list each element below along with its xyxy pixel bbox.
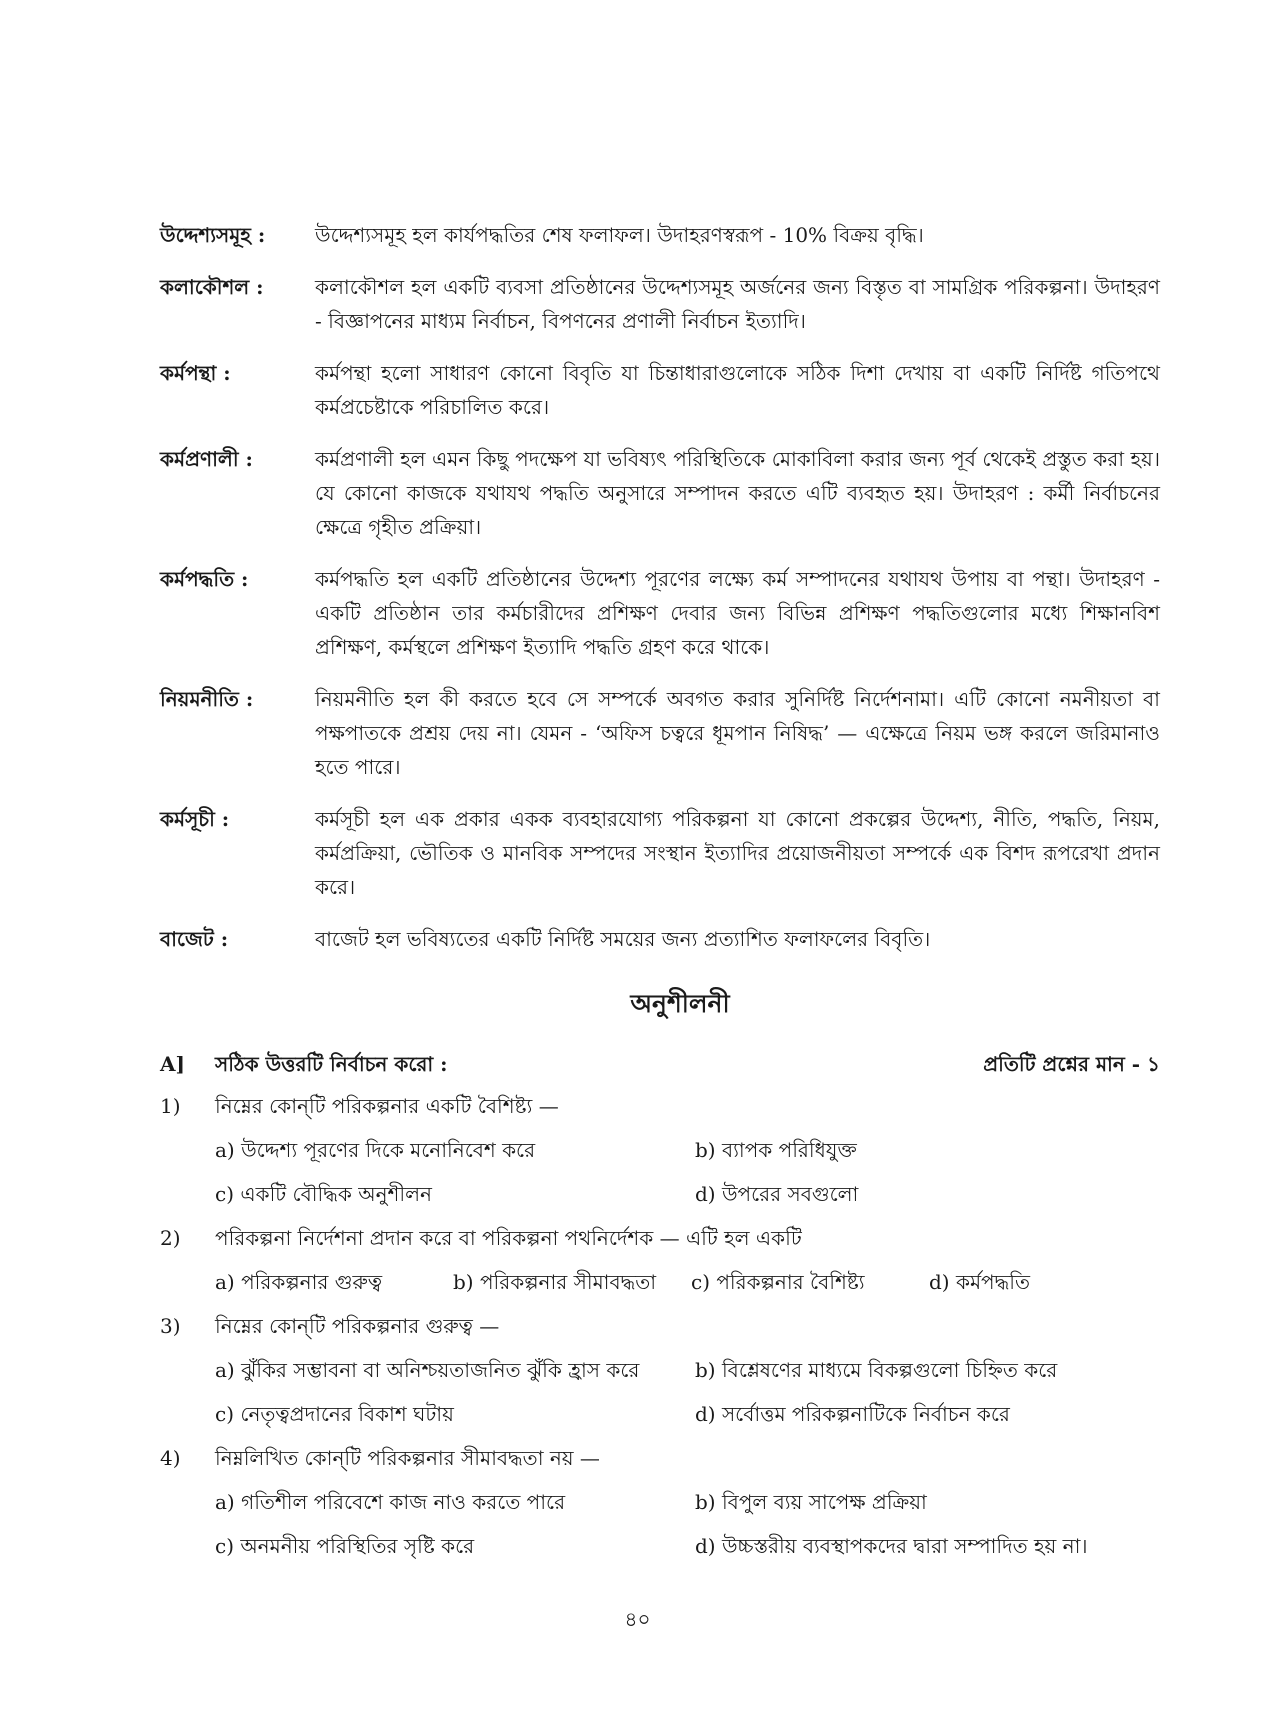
option-a: a) ঝুঁকির সম্ভাবনা বা অনিশ্চয়তাজনিত ঝুঁকি হ্রাস করে <box>215 1358 640 1382</box>
question-number: 3) <box>160 1314 181 1338</box>
option-a: a) উদ্দেশ্য পূরণের দিকে মনোনিবেশ করে <box>215 1138 536 1162</box>
option-b: b) বিশ্লেষণের মাধ্যমে বিকল্পগুলো চিহ্নিত করে <box>695 1358 1058 1382</box>
definition-item <box>160 682 1160 784</box>
definition-term: বাজেট : <box>160 927 229 951</box>
option-a: a) গতিশীল পরিবেশে কাজ নাও করতে পারে <box>215 1490 566 1514</box>
definition-item <box>160 218 1160 252</box>
definition-text: বাজেট হল ভবিষ্যতের একটি নির্দিষ্ট সময়ের জন্য প্রত্যাশিত ফলাফলের বিবৃতি। <box>315 927 931 951</box>
definition-item <box>160 922 1160 956</box>
definition-item <box>160 356 1160 424</box>
definition-text: কলাকৌশল হল একটি ব্যবসা প্রতিষ্ঠানের উদ্দেশ্যসমূহ অর্জনের জন্য বিস্তৃত বা সামগ্রিক পরিকল্পনা। উদাহরণ - বিজ্ঞাপনের মাধ্যম নির্বাচন, বিপণনের প্রণালী নির্বাচন ইত্যাদি। <box>315 275 1160 333</box>
definition-item <box>160 442 1160 544</box>
options-group <box>160 1133 1160 1211</box>
section-instruction: সঠিক উত্তরটি নির্বাচন করো : <box>215 1052 448 1076</box>
definitions-list <box>160 218 1160 956</box>
question-number: 1) <box>160 1094 181 1118</box>
definition-item <box>160 270 1160 338</box>
option-c: c) একটি বৌদ্ধিক অনুশীলন <box>215 1182 432 1206</box>
definition-term: কর্মপদ্ধতি : <box>160 567 249 591</box>
definition-text: উদ্দেশ্যসমূহ হল কার্যপদ্ধতির শেষ ফলাফল। উদাহরণস্বরূপ - 10% বিক্রয় বৃদ্ধি। <box>315 223 924 247</box>
question-item <box>160 1089 1160 1211</box>
definition-text: কর্মপন্থা হলো সাধারণ কোনো বিবৃতি যা চিন্তাধারাগুলোকে সঠিক দিশা দেখায় বা একটি নির্দিষ্ট গতিপথে কর্মপ্রচেষ্টাকে পরিচালিত করে। <box>315 361 1160 419</box>
option-a: a) পরিকল্পনার গুরুত্ব <box>215 1270 383 1294</box>
option-d: d) সর্বোত্তম পরিকল্পনাটিকে নির্বাচন করে <box>695 1402 1010 1426</box>
option-c: c) নেতৃত্বপ্রদানের বিকাশ ঘটায় <box>215 1402 454 1426</box>
section-number: A] <box>160 1052 185 1076</box>
options-group <box>160 1265 1160 1299</box>
options-group <box>160 1353 1160 1431</box>
definition-text: কর্মপ্রণালী হল এমন কিছু পদক্ষেপ যা ভবিষ্যৎ পরিস্থিতিকে মোকাবিলা করার জন্য পূর্ব থেকেই প্রস্তুত করা হয়। যে কোনো কাজকে যথাযথ পদ্ধতি অনুসারে সম্পাদন করতে এটি ব্যবহৃত হয়। উদাহরণ : কর্মী নির্বাচনের ক্ষেত্রে গৃহীত প্রক্রিয়া। <box>315 447 1160 539</box>
page-number: ৪০ <box>624 1607 651 1631</box>
exercise-title: অনুশীলনী <box>630 989 730 1018</box>
definition-term: কলাকৌশল : <box>160 275 264 299</box>
definition-term: কর্মপন্থা : <box>160 361 231 385</box>
definition-text: কর্মসূচী হল এক প্রকার একক ব্যবহারযোগ্য পরিকল্পনা যা কোনো প্রকল্পের উদ্দেশ্য, নীতি, পদ্ধতি, নিয়ম, কর্মপ্রক্রিয়া, ভৌতিক ও মানবিক সম্পদের সংস্থান ইত্যাদির প্রয়োজনীয়তা সম্পর্কে এক বিশদ রূপরেখা প্রদান করে। <box>315 807 1160 899</box>
option-d: d) কর্মপদ্ধতি <box>929 1270 1031 1294</box>
question-text: পরিকল্পনা নির্দেশনা প্রদান করে বা পরিকল্পনা পথনির্দেশক — এটি হল একটি <box>215 1226 802 1250</box>
question-item <box>160 1309 1160 1431</box>
definition-term: কর্মসূচী : <box>160 807 230 831</box>
page-content <box>160 218 1160 1573</box>
definition-text: কর্মপদ্ধতি হল একটি প্রতিষ্ঠানের উদ্দেশ্য পূরণের লক্ষ্যে কর্ম সম্পাদনের যথাযথ উপায় বা পন্থা। উদাহরণ - একটি প্রতিষ্ঠান তার কর্মচারীদের প্রশিক্ষণ দেবার জন্য বিভিন্ন প্রশিক্ষণ পদ্ধতিগুলোর মধ্যে শিক্ষানবিশ প্রশিক্ষণ, কর্মস্থলে প্রশিক্ষণ ইত্যাদি পদ্ধতি গ্রহণ করে থাকে। <box>315 567 1160 659</box>
question-text: নিম্নের কোন্‌টি পরিকল্পনার একটি বৈশিষ্ট্য — <box>215 1094 559 1118</box>
question-text: নিম্নের কোন্‌টি পরিকল্পনার গুরুত্ব — <box>215 1314 500 1338</box>
option-c: c) পরিকল্পনার বৈশিষ্ট্য <box>691 1270 865 1294</box>
question-text: নিম্নলিখিত কোন্‌টি পরিকল্পনার সীমাবদ্ধতা নয় — <box>215 1446 600 1470</box>
definition-item <box>160 562 1160 664</box>
question-item <box>160 1441 1160 1563</box>
exercise-section-header <box>160 1047 1160 1081</box>
question-number: 4) <box>160 1446 181 1470</box>
option-d: d) উচ্চস্তরীয় ব্যবস্থাপকদের দ্বারা সম্পাদিত হয় না। <box>695 1534 1088 1558</box>
definition-text: নিয়মনীতি হল কী করতে হবে সে সম্পর্কে অবগত করার সুনির্দিষ্ট নির্দেশনামা। এটি কোনো নমনীয়তা বা পক্ষপাতকে প্রশ্রয় দেয় না। যেমন - ‘অফিস চত্বরে ধূমপান নিষিদ্ধ’ — এক্ষেত্রে নিয়ম ভঙ্গ করলে জরিমানাও হতে পারে। <box>315 687 1160 779</box>
question-item <box>160 1221 1160 1299</box>
option-d: d) উপরের সবগুলো <box>695 1182 859 1206</box>
question-number: 2) <box>160 1226 181 1250</box>
definition-item <box>160 802 1160 904</box>
definition-term: নিয়মনীতি : <box>160 687 254 711</box>
definition-term: কর্মপ্রণালী : <box>160 447 253 471</box>
options-group <box>160 1485 1160 1563</box>
option-b: b) বিপুল ব্যয় সাপেক্ষ প্রক্রিয়া <box>695 1490 927 1514</box>
option-c: c) অনমনীয় পরিস্থিতির সৃষ্টি করে <box>215 1534 475 1558</box>
option-b: b) পরিকল্পনার সীমাবদ্ধতা <box>453 1270 657 1294</box>
marks-label: প্রতিটি প্রশ্নের মান - ১ <box>983 1052 1160 1076</box>
option-b: b) ব্যাপক পরিধিযুক্ত <box>695 1138 857 1162</box>
definition-term: উদ্দেশ্যসমূহ : <box>160 223 266 247</box>
